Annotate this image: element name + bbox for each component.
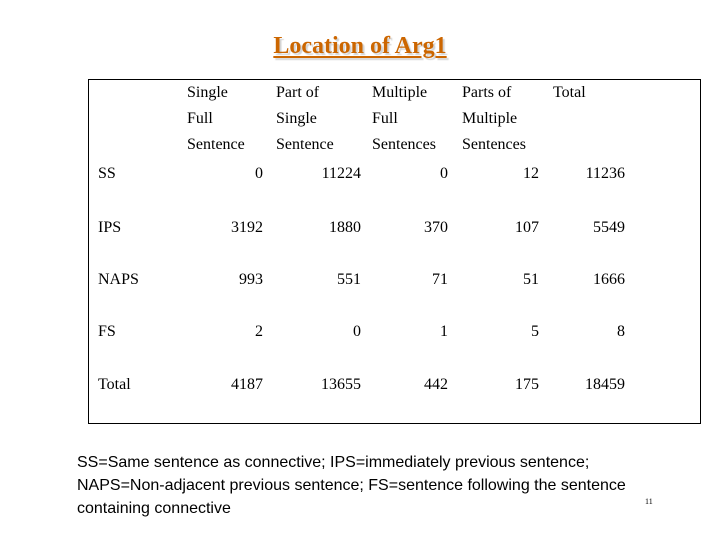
table-cell: 4187 (231, 376, 263, 393)
table-cell: 1 (440, 323, 448, 340)
row-label: SS (98, 165, 116, 182)
table-cell: 5549 (593, 219, 625, 236)
slide-title: Location of Arg1 (273, 33, 447, 59)
footnote-line: containing connective (77, 500, 231, 517)
table-cell: 1666 (593, 271, 625, 288)
page-number: 11 (645, 497, 653, 506)
table-cell: 0 (440, 165, 448, 182)
table-cell: 51 (523, 271, 539, 288)
table-cell: 8 (617, 323, 625, 340)
header-single-full-sentence: Single Full Sentence (187, 84, 245, 153)
row-label: NAPS (98, 271, 139, 288)
footnote-line: SS=Same sentence as connective; IPS=immediately previous sentence; (77, 454, 590, 471)
footnote-line: NAPS=Non-adjacent previous sentence; FS=sentence following the sentence (77, 477, 626, 494)
footnote (77, 451, 707, 520)
table-cell: 11224 (321, 165, 361, 182)
header-part-of-single-sentence: Part of Single Sentence (276, 84, 334, 153)
header-multiple-full-sentences: Multiple Full Sentences (372, 84, 436, 153)
table-cell: 1880 (329, 219, 361, 236)
table-cell: 3192 (231, 219, 263, 236)
row-label: IPS (98, 219, 122, 236)
header-total: Total (553, 84, 586, 101)
table-cell: 5 (531, 323, 539, 340)
row-label: FS (98, 323, 116, 340)
table-cell: 107 (515, 219, 539, 236)
table-cell: 11236 (585, 165, 625, 182)
table-cell: 13655 (321, 376, 361, 393)
table-cell: 442 (424, 376, 448, 393)
header-parts-of-multiple-sentences: Parts of Multiple Sentences (462, 84, 526, 153)
table-cell: 551 (337, 271, 361, 288)
table-cell: 71 (432, 271, 448, 288)
row-label: Total (98, 376, 131, 393)
table-cell: 18459 (585, 376, 625, 393)
table-cell: 0 (353, 323, 361, 340)
table-cell: 993 (239, 271, 263, 288)
table-cell: 12 (523, 165, 539, 182)
table-cell: 2 (255, 323, 263, 340)
table-cell: 370 (424, 219, 448, 236)
table-cell: 175 (515, 376, 539, 393)
table-cell: 0 (255, 165, 263, 182)
